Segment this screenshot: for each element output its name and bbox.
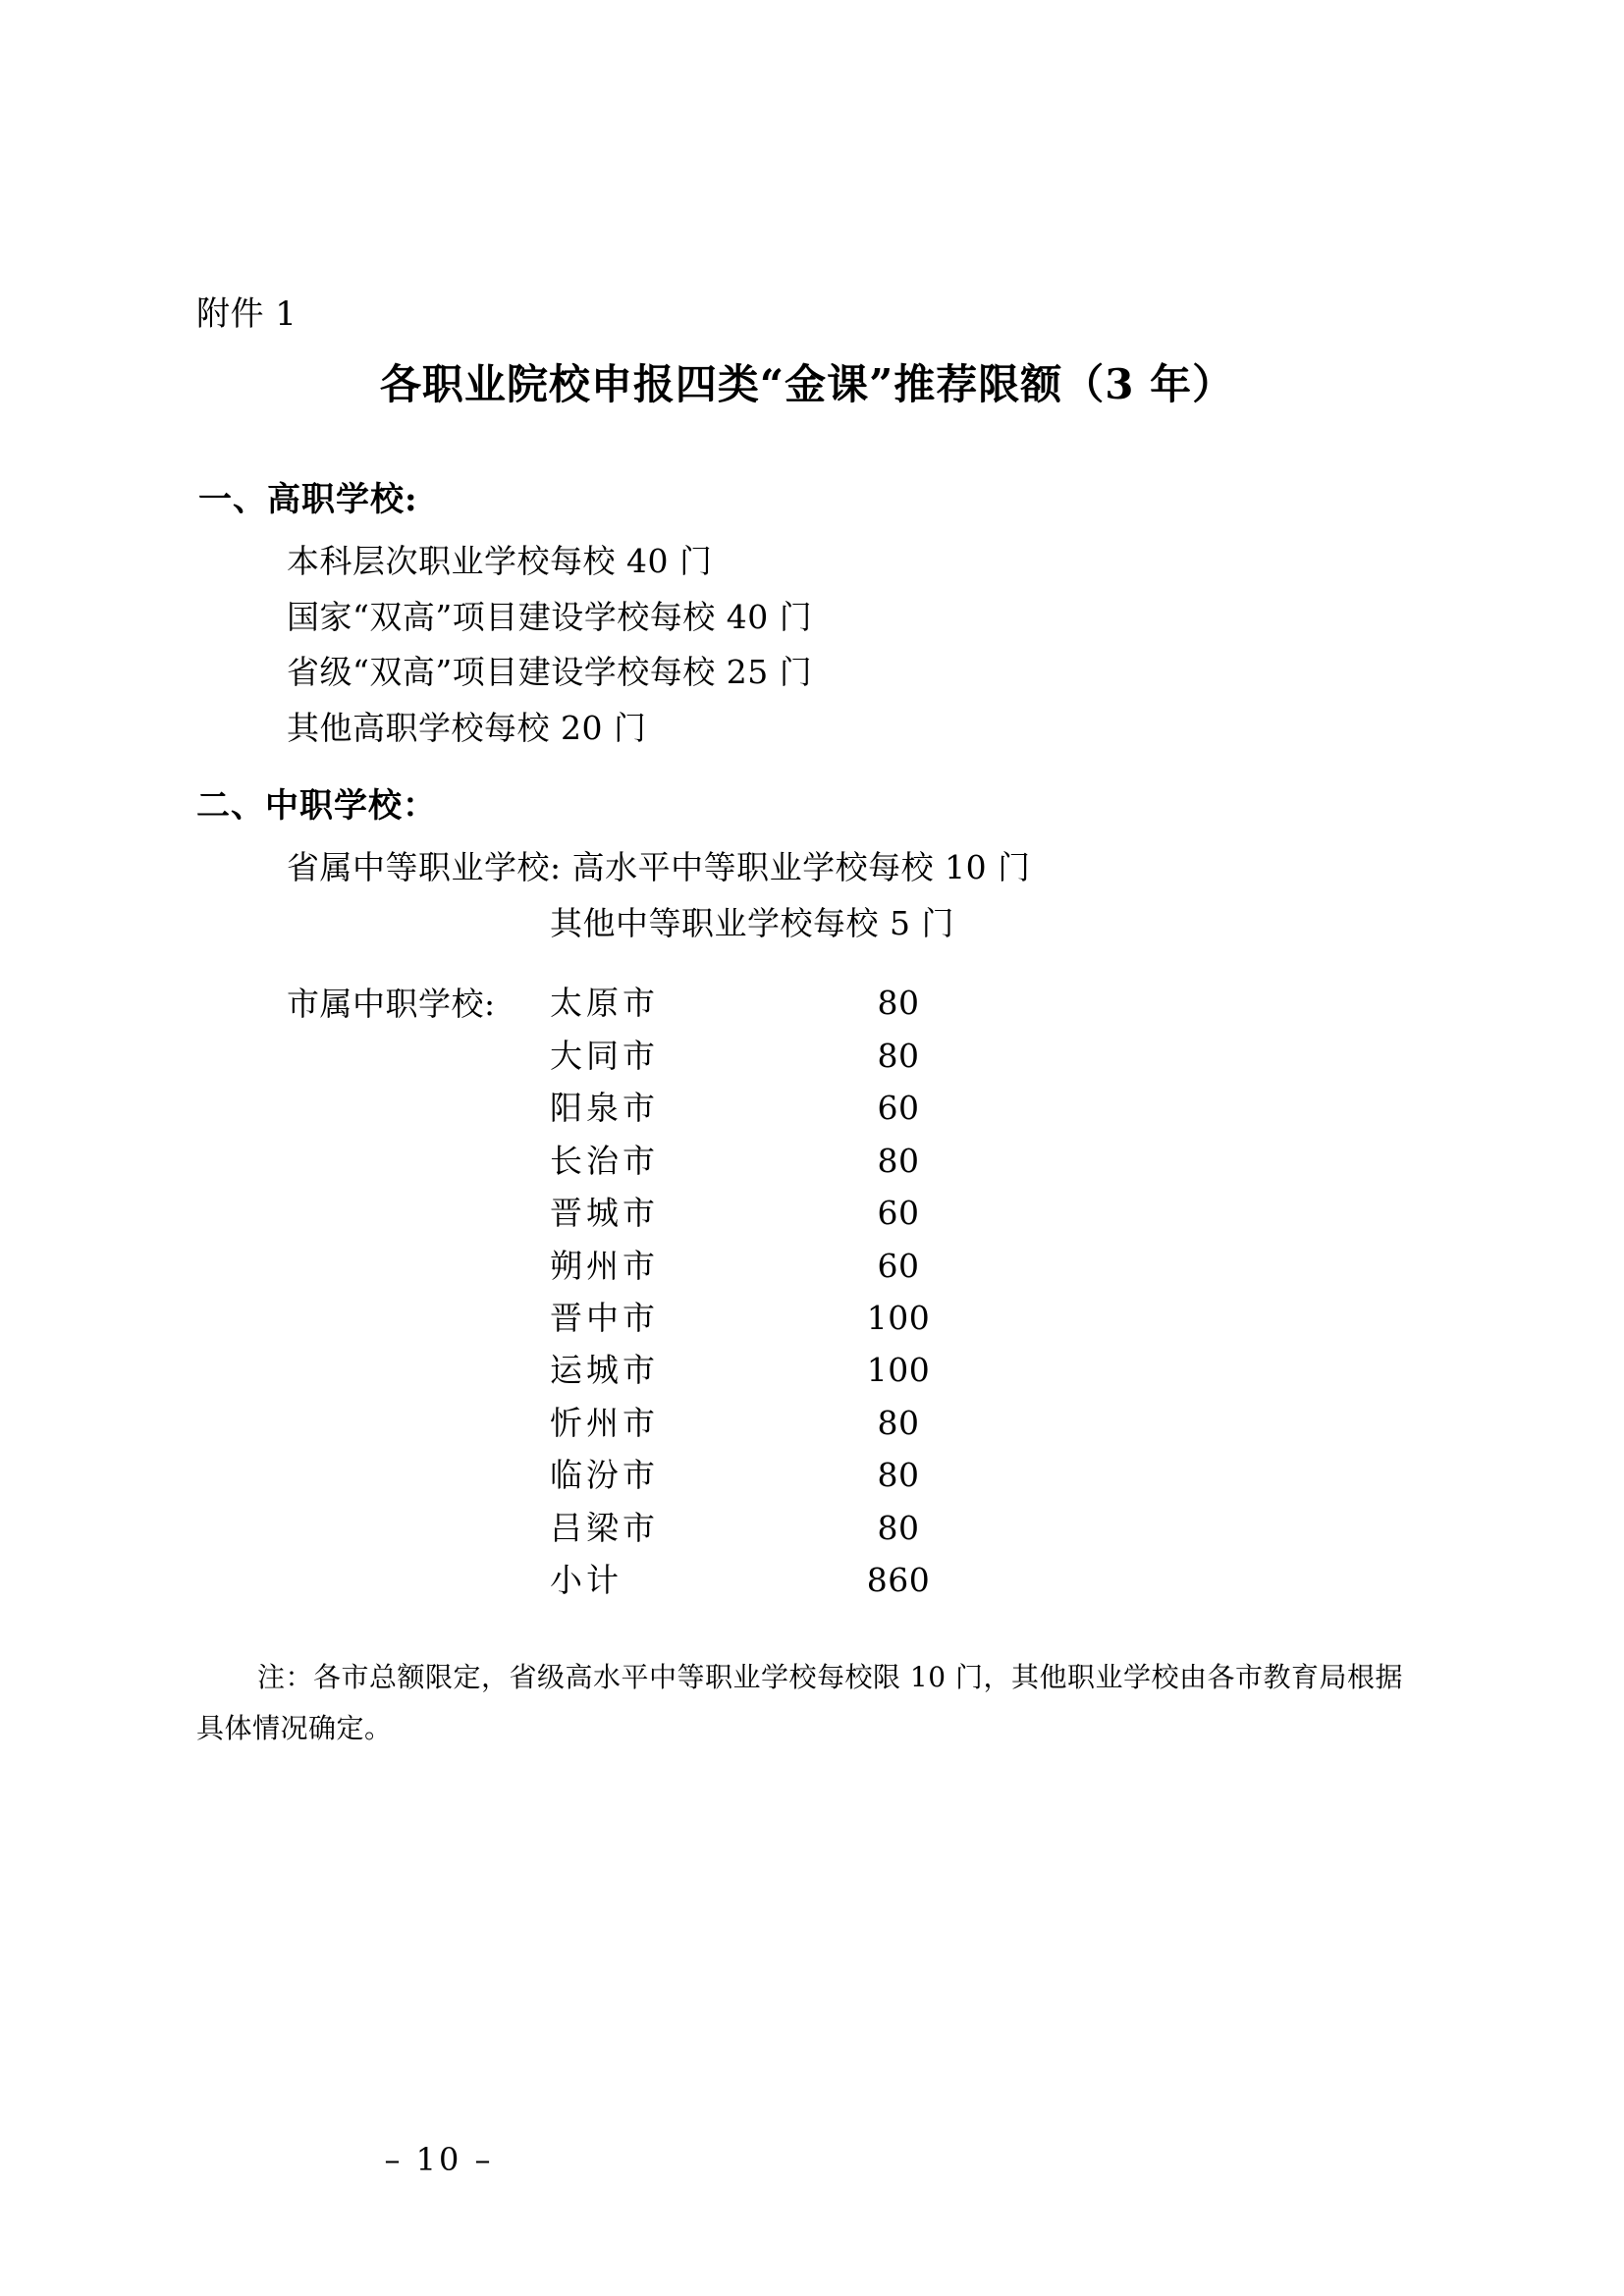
city-name: 临汾市 <box>550 1456 659 1495</box>
table-row <box>550 1082 1011 1134</box>
provincial-school-line: 省属中等职业学校: 高水平中等职业学校每校 10 门 <box>287 847 1031 886</box>
list-item: 省级“双高”项目建设学校每校 25 门 <box>287 653 813 692</box>
city-quota: 80 <box>877 1508 920 1547</box>
city-quota: 100 <box>866 1299 931 1338</box>
table-row <box>550 1030 1011 1082</box>
footnote <box>196 1652 1418 1754</box>
city-name: 朔州市 <box>550 1246 659 1285</box>
table-row <box>550 1449 1011 1501</box>
section-heading-secondary-vocational: 二、中职学校： <box>196 785 437 826</box>
city-quota: 60 <box>877 1246 920 1285</box>
footnote-prefix: 注： <box>257 1660 314 1693</box>
city-quota-block <box>287 977 1418 1606</box>
table-row <box>550 1502 1011 1554</box>
table-row <box>550 977 1011 1029</box>
section-secondary-vocational <box>196 778 1418 1607</box>
city-quota: 60 <box>877 1089 920 1128</box>
list-item: 国家“双高”项目建设学校每校 40 门 <box>287 597 813 636</box>
page-title: 各职业院校申报四类“金课”推荐限额（3 年） <box>379 359 1235 408</box>
city-name: 长治市 <box>550 1141 659 1180</box>
city-quota: 80 <box>877 984 920 1023</box>
section-body-secondary-vocational <box>287 840 1418 1607</box>
city-name: 大同市 <box>550 1036 659 1075</box>
city-quota: 80 <box>877 1403 920 1442</box>
city-name: 吕梁市 <box>550 1508 659 1547</box>
provincial-school-line-2: 其他中等职业学校每校 5 门 <box>550 903 954 942</box>
city-name: 运城市 <box>550 1351 659 1390</box>
footnote-text: 各市总额限定，省级高水平中等职业学校每校限 10 门，其他职业学校由各市教育局根据具体情况确定。 <box>196 1660 1403 1744</box>
city-name: 晋中市 <box>550 1299 659 1338</box>
city-name: 太原市 <box>550 984 659 1023</box>
subtotal-value: 860 <box>866 1561 931 1600</box>
attachment-label: 附件 1 <box>196 294 298 334</box>
city-name: 阳泉市 <box>550 1089 659 1128</box>
table-row <box>550 1397 1011 1449</box>
table-row <box>550 1240 1011 1292</box>
table-row-subtotal <box>550 1554 1011 1606</box>
city-quota: 80 <box>877 1456 920 1495</box>
section-body-higher-vocational <box>287 534 1418 757</box>
city-quota: 100 <box>866 1351 931 1390</box>
city-quota: 80 <box>877 1141 920 1180</box>
table-row <box>550 1135 1011 1187</box>
city-quota-table <box>550 977 1011 1606</box>
section-higher-vocational <box>196 472 1418 757</box>
city-name: 忻州市 <box>550 1403 659 1442</box>
city-quota: 60 <box>877 1194 920 1233</box>
table-row <box>550 1344 1011 1396</box>
section-heading-higher-vocational: 一、高职学校: <box>198 479 418 519</box>
page-number: – 10 – <box>384 2141 494 2178</box>
city-schools-label: 市属中职学校: <box>287 985 496 1024</box>
subtotal-label: 小计 <box>550 1561 623 1600</box>
list-item: 其他高职学校每校 20 门 <box>287 709 647 748</box>
city-quota: 80 <box>877 1036 920 1075</box>
table-row <box>550 1187 1011 1239</box>
city-name: 晋城市 <box>550 1194 659 1233</box>
table-row <box>550 1292 1011 1344</box>
list-item: 本科层次职业学校每校 40 门 <box>287 541 713 580</box>
